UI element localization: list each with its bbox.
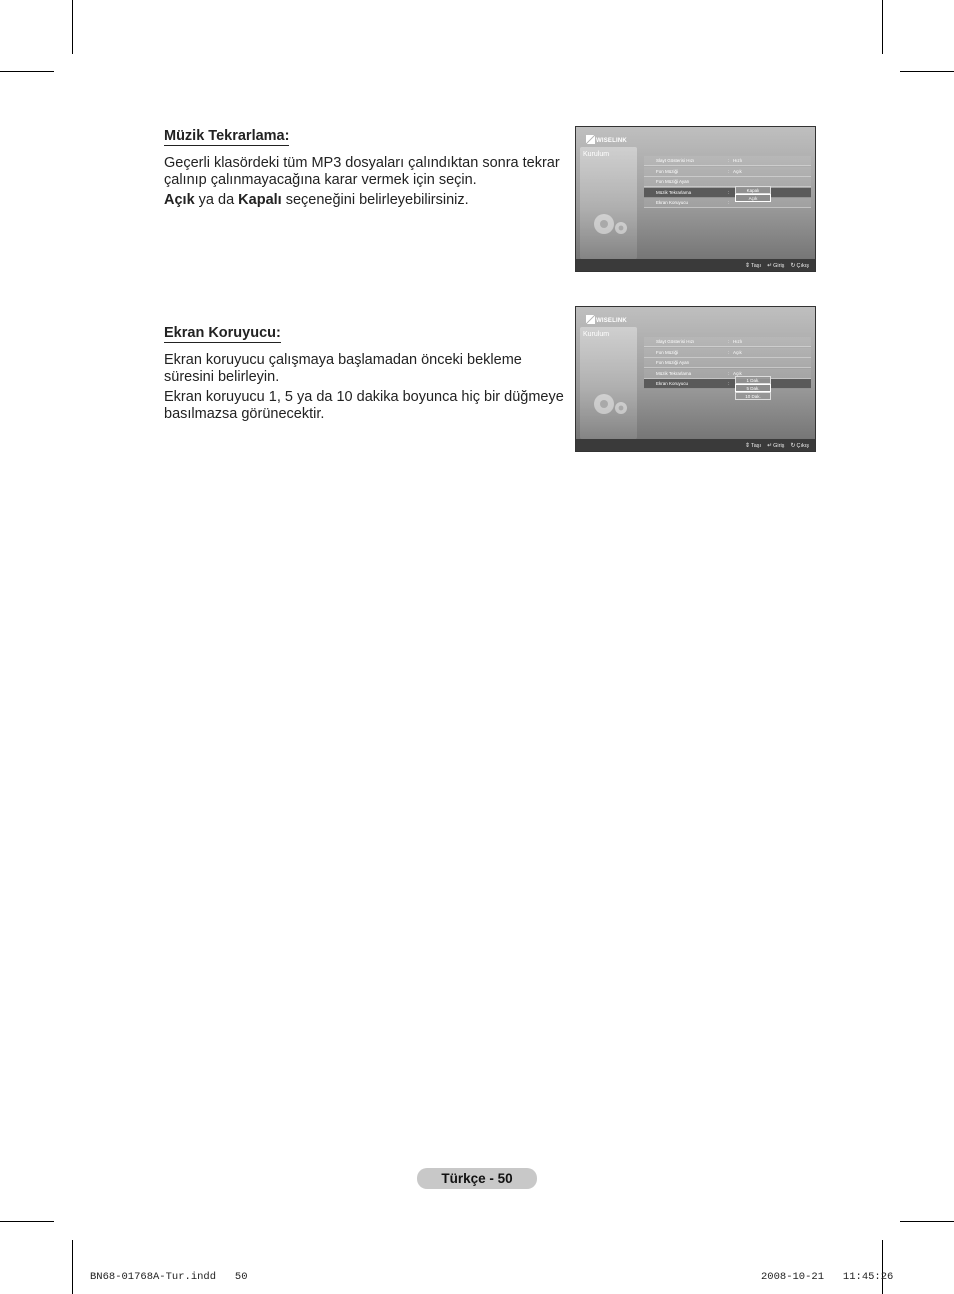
menu-row[interactable] bbox=[644, 156, 811, 166]
section-screensaver bbox=[164, 324, 564, 426]
section-music-repeat bbox=[164, 127, 564, 212]
move-hint: ⇕Taşı bbox=[744, 442, 762, 449]
menu-row-value: Hızlı bbox=[733, 158, 742, 163]
menu-row[interactable] bbox=[644, 358, 811, 368]
menu-rows bbox=[644, 156, 811, 209]
menu-rows bbox=[644, 337, 811, 390]
dropdown-option[interactable]: Açık bbox=[735, 194, 771, 202]
enter-icon: ↵ bbox=[767, 442, 773, 449]
text: seçeneğini belirleyebilirsiniz. bbox=[281, 192, 469, 208]
menu-row-label: Ekran Koruyucu bbox=[656, 381, 689, 387]
menu-row-label: Fon Müziği bbox=[656, 168, 679, 174]
menu-row[interactable] bbox=[644, 348, 811, 358]
wiselink-logo: WISELINK bbox=[586, 135, 627, 144]
menu-row-sep: : bbox=[728, 200, 730, 206]
menu-row-label: Fon Müziği Ayarı bbox=[656, 179, 690, 185]
enter-hint: ↵Giriş bbox=[767, 442, 785, 449]
menu-row-value: Hızlı bbox=[733, 339, 742, 344]
menu-row-sep: : bbox=[728, 168, 730, 174]
dropdown-option[interactable]: 10 Dak. bbox=[735, 392, 771, 400]
text: ya da bbox=[194, 192, 239, 208]
footer-date: 2008-10-21 11:45:26 bbox=[761, 1271, 894, 1283]
return-icon: ↻ bbox=[790, 262, 796, 269]
side-label: Kurulum bbox=[583, 331, 610, 338]
footer-file: BN68-01768A-Tur.indd 50 bbox=[90, 1271, 248, 1283]
crop-mark bbox=[882, 0, 883, 54]
crop-mark bbox=[72, 0, 73, 54]
exit-hint: ↻Çıkış bbox=[790, 442, 809, 449]
side-panel bbox=[580, 147, 637, 259]
menu-row[interactable] bbox=[644, 177, 811, 187]
gear-icon bbox=[590, 209, 632, 239]
menu-row-sep: : bbox=[728, 349, 730, 355]
page-number-badge: Türkçe - 50 bbox=[417, 1168, 537, 1189]
bold-term: Kapalı bbox=[238, 192, 282, 208]
paragraph: Geçerli klasördeki tüm MP3 dosyaları çalındıktan sonra tekrar çalınıp çalınmayacağına karar vermek için seçin. bbox=[164, 155, 560, 188]
menu-row-sep: : bbox=[728, 339, 730, 344]
crop-mark bbox=[0, 71, 54, 72]
menu-row-value: Açık bbox=[733, 349, 742, 355]
dropdown bbox=[735, 186, 771, 202]
dropdown-option[interactable]: 5 Dak. bbox=[735, 384, 771, 392]
menu-row[interactable] bbox=[644, 369, 811, 379]
paragraph bbox=[164, 192, 564, 209]
enter-icon: ↵ bbox=[767, 262, 773, 269]
dropdown bbox=[735, 376, 771, 400]
exit-hint: ↻Çıkış bbox=[790, 262, 809, 269]
side-label: Kurulum bbox=[583, 151, 610, 158]
menu-row-sep: : bbox=[728, 158, 730, 163]
menu-row[interactable] bbox=[644, 379, 811, 389]
menu-row-value: Açık bbox=[733, 370, 742, 376]
crop-mark bbox=[0, 1221, 54, 1222]
dropdown-option[interactable]: Kapalı bbox=[735, 186, 771, 194]
enter-hint: ↵Giriş bbox=[767, 262, 785, 269]
menu-row-sep: : bbox=[728, 189, 730, 195]
tv-menu-screenshot-1 bbox=[575, 126, 816, 272]
menu-row-sep: : bbox=[728, 370, 730, 376]
menu-row-label: Fon Müziği bbox=[656, 349, 679, 355]
gear-icon bbox=[590, 389, 632, 419]
crop-mark bbox=[900, 1221, 954, 1222]
crop-mark bbox=[882, 1240, 883, 1294]
bottom-bar bbox=[576, 259, 815, 271]
dropdown-option[interactable]: 1 Dak. bbox=[735, 376, 771, 384]
side-panel bbox=[580, 327, 637, 439]
menu-row-value: Açık bbox=[733, 168, 742, 174]
menu-row[interactable] bbox=[644, 337, 811, 347]
bottom-bar bbox=[576, 439, 815, 451]
menu-row[interactable] bbox=[644, 188, 811, 198]
tv-menu-screenshot-2 bbox=[575, 306, 816, 452]
paragraph: Ekran koruyucu çalışmaya başlamadan önceki bekleme süresini belirleyin. bbox=[164, 352, 522, 385]
move-hint: ⇕Taşı bbox=[744, 262, 762, 269]
return-icon: ↻ bbox=[790, 442, 796, 449]
section-title: Müzik Tekrarlama: bbox=[164, 128, 290, 144]
menu-row[interactable] bbox=[644, 167, 811, 177]
wiselink-logo: WISELINK bbox=[586, 315, 627, 324]
menu-row-sep: : bbox=[728, 381, 730, 387]
menu-row[interactable] bbox=[644, 198, 811, 208]
updown-icon: ⇕ bbox=[744, 262, 750, 269]
crop-mark bbox=[900, 71, 954, 72]
menu-row-label: Ekran Koruyucu bbox=[656, 200, 689, 206]
menu-row-label: Müzik Tekrarlama bbox=[656, 189, 692, 195]
section-title: Ekran Koruyucu: bbox=[164, 325, 281, 341]
bold-term: Açık bbox=[164, 192, 195, 208]
updown-icon: ⇕ bbox=[744, 442, 750, 449]
menu-row-label: Fon Müziği Ayarı bbox=[656, 360, 690, 366]
paragraph: Ekran koruyucu 1, 5 ya da 10 dakika boyunca hiç bir düğmeye basılmazsa görünecektir. bbox=[164, 389, 564, 422]
menu-row-label: Müzik Tekrarlama bbox=[656, 370, 692, 376]
crop-mark bbox=[72, 1240, 73, 1294]
menu-row-label: Slayt Gösterisi Hızı bbox=[656, 158, 695, 163]
menu-row-label: Slayt Gösterisi Hızı bbox=[656, 339, 695, 344]
